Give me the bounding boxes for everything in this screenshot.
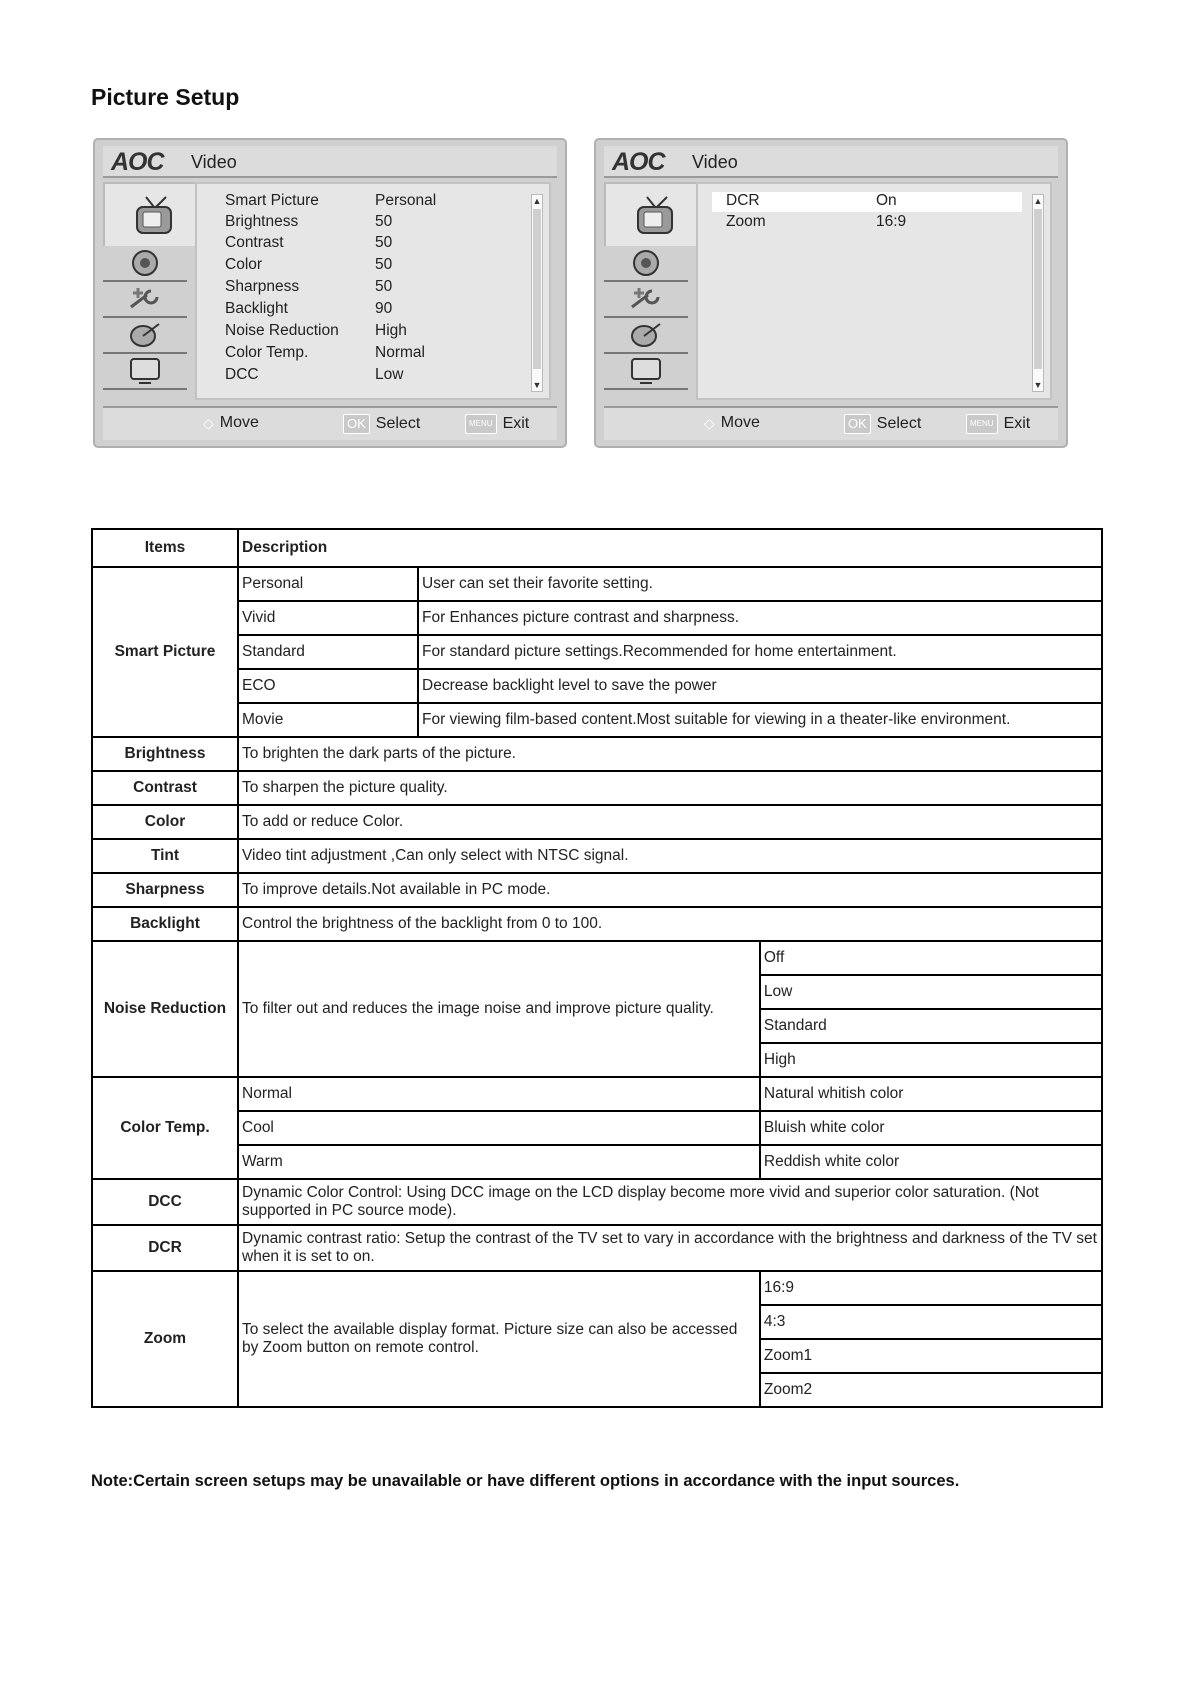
wrench-icon (125, 285, 165, 313)
item-color: Color (92, 805, 238, 839)
table-row (92, 601, 1102, 635)
osd-row-smart-picture[interactable]: Smart Picture Personal (225, 192, 437, 209)
tab-video[interactable] (103, 182, 203, 246)
osd-video-menu-left (93, 138, 567, 448)
footnote: Note:Certain screen setups may be unavailable or have different options in accordance with the input sources. (91, 1472, 960, 1490)
option-cell: 4:3 (760, 1305, 1102, 1339)
header-description: Description (238, 529, 1102, 567)
menu-key-icon: MENU (966, 414, 998, 434)
option-cell: Zoom2 (760, 1373, 1102, 1407)
item-noise-reduction: Noise Reduction (92, 941, 238, 1077)
footer-select: OK Select (343, 414, 420, 434)
osd-row-dcr[interactable]: DCR On (712, 192, 1022, 212)
aoc-logo: AOC (111, 148, 164, 176)
osd-menu-list (195, 182, 551, 400)
table-row (92, 737, 1102, 771)
item-contrast: Contrast (92, 771, 238, 805)
footer-exit: MENU Exit (465, 414, 529, 434)
mode-cell: Normal (238, 1077, 760, 1111)
mode-cell: Standard (238, 635, 418, 669)
tab-setup[interactable] (604, 282, 688, 318)
osd-title: Video (191, 152, 237, 172)
speaker-icon (128, 248, 162, 278)
speaker-icon (629, 248, 663, 278)
desc-cell: To filter out and reduces the image noise and improve picture quality. (238, 941, 760, 1077)
desc-cell: Natural whitish color (760, 1077, 1102, 1111)
tab-audio[interactable] (103, 246, 187, 282)
item-backlight: Backlight (92, 907, 238, 941)
mode-cell: ECO (238, 669, 418, 703)
item-color-temp: Color Temp. (92, 1077, 238, 1179)
tab-audio[interactable] (604, 246, 688, 282)
direction-pad-icon: ◇ (704, 414, 715, 431)
mode-cell: Warm (238, 1145, 760, 1179)
item-dcc: DCC (92, 1179, 238, 1225)
tab-channel[interactable] (604, 318, 688, 354)
mode-cell: Personal (238, 567, 418, 601)
desc-cell: For viewing film-based content.Most suitable for viewing in a theater-like environment. (418, 703, 1102, 737)
desc-cell: User can set their favorite setting. (418, 567, 1102, 601)
tab-video[interactable] (604, 182, 704, 246)
aoc-logo: AOC (612, 148, 665, 176)
table-header-row (92, 529, 1102, 567)
desc-cell: Control the brightness of the backlight from 0 to 100. (238, 907, 1102, 941)
option-cell: High (760, 1043, 1102, 1077)
scroll-thumb[interactable] (533, 209, 541, 369)
scroll-down-arrow-icon[interactable]: ▼ (1033, 380, 1043, 390)
item-sharpness: Sharpness (92, 873, 238, 907)
satellite-dish-icon (127, 320, 163, 350)
table-row (92, 635, 1102, 669)
table-row (92, 1179, 1102, 1225)
item-smart-picture: Smart Picture (92, 567, 238, 737)
mode-cell: Cool (238, 1111, 760, 1145)
menu-key-icon: MENU (465, 414, 497, 434)
header-items: Items (92, 529, 238, 567)
scroll-up-arrow-icon[interactable]: ▲ (532, 196, 542, 206)
monitor-icon (127, 356, 163, 386)
osd-row-color[interactable]: Color 50 (225, 256, 393, 273)
tv-icon (633, 193, 677, 237)
desc-cell: To brighten the dark parts of the picture. (238, 737, 1102, 771)
osd-video-menu-right (594, 138, 1068, 448)
tv-icon (132, 193, 176, 237)
mode-cell: Vivid (238, 601, 418, 635)
option-cell: Low (760, 975, 1102, 1009)
scrollbar[interactable] (531, 194, 543, 392)
footer-move: ◇ Move (704, 414, 760, 431)
osd-footer (604, 406, 1058, 440)
table-row (92, 669, 1102, 703)
tab-channel[interactable] (103, 318, 187, 354)
scroll-thumb[interactable] (1034, 209, 1042, 369)
tab-pc[interactable] (604, 354, 688, 390)
option-cell: Standard (760, 1009, 1102, 1043)
scrollbar[interactable] (1032, 194, 1044, 392)
ok-key-icon: OK (844, 414, 871, 434)
osd-header (103, 146, 557, 178)
table-row (92, 839, 1102, 873)
option-cell: Off (760, 941, 1102, 975)
table-row (92, 703, 1102, 737)
satellite-dish-icon (628, 320, 664, 350)
table-row (92, 907, 1102, 941)
table-row (92, 1077, 1102, 1111)
item-zoom: Zoom (92, 1271, 238, 1407)
table-row (92, 805, 1102, 839)
ok-key-icon: OK (343, 414, 370, 434)
osd-sidebar (103, 182, 187, 396)
footer-select: OK Select (844, 414, 921, 434)
osd-row-brightness[interactable]: Brightness 50 (225, 213, 393, 230)
page-title: Picture Setup (91, 84, 240, 110)
option-cell: 16:9 (760, 1271, 1102, 1305)
desc-cell: Dynamic contrast ratio: Setup the contrast of the TV set to vary in accordance with the brightness and darkness of the TV set when it is set to on. (238, 1225, 1102, 1271)
tab-pc[interactable] (103, 354, 187, 390)
osd-title: Video (692, 152, 738, 172)
osd-sidebar (604, 182, 688, 396)
scroll-down-arrow-icon[interactable]: ▼ (532, 380, 542, 390)
desc-cell: To select the available display format. Picture size can also be accessed by Zoom button on remote control. (238, 1271, 760, 1407)
desc-cell: Dynamic Color Control: Using DCC image on the LCD display become more vivid and superior color saturation. (Not supported in PC source mode). (238, 1179, 1102, 1225)
osd-header (604, 146, 1058, 178)
desc-cell: To add or reduce Color. (238, 805, 1102, 839)
footer-exit: MENU Exit (966, 414, 1030, 434)
direction-pad-icon: ◇ (203, 414, 214, 431)
item-dcr: DCR (92, 1225, 238, 1271)
table-row (92, 1111, 1102, 1145)
mode-cell: Movie (238, 703, 418, 737)
desc-cell: Bluish white color (760, 1111, 1102, 1145)
desc-cell: Reddish white color (760, 1145, 1102, 1179)
table-row (92, 567, 1102, 601)
osd-footer (103, 406, 557, 440)
item-brightness: Brightness (92, 737, 238, 771)
desc-cell: To improve details.Not available in PC mode. (238, 873, 1102, 907)
tab-setup[interactable] (103, 282, 187, 318)
table-row (92, 941, 1102, 975)
osd-row-sharpness[interactable]: Sharpness 50 (225, 278, 393, 295)
osd-row-dcc[interactable]: DCC Low (225, 366, 404, 383)
monitor-icon (628, 356, 664, 386)
table-row (92, 771, 1102, 805)
wrench-icon (626, 285, 666, 313)
scroll-up-arrow-icon[interactable]: ▲ (1033, 196, 1043, 206)
item-tint: Tint (92, 839, 238, 873)
desc-cell: To sharpen the picture quality. (238, 771, 1102, 805)
desc-cell: Video tint adjustment ,Can only select with NTSC signal. (238, 839, 1102, 873)
table-row (92, 1225, 1102, 1271)
osd-row-contrast[interactable]: Contrast 50 (225, 234, 393, 251)
osd-row-noise-reduction[interactable]: Noise Reduction High (225, 322, 407, 339)
osd-row-zoom[interactable]: Zoom 16:9 (726, 213, 907, 230)
picture-setup-table (91, 528, 1103, 1408)
footer-move: ◇ Move (203, 414, 259, 431)
osd-row-backlight[interactable]: Backlight 90 (225, 300, 393, 317)
table-row (92, 1145, 1102, 1179)
desc-cell: For Enhances picture contrast and sharpness. (418, 601, 1102, 635)
osd-row-color-temp[interactable]: Color Temp. Normal (225, 344, 425, 361)
option-cell: Zoom1 (760, 1339, 1102, 1373)
table-row (92, 1271, 1102, 1305)
table-row (92, 873, 1102, 907)
desc-cell: For standard picture settings.Recommended for home entertainment. (418, 635, 1102, 669)
desc-cell: Decrease backlight level to save the power (418, 669, 1102, 703)
osd-menu-list (696, 182, 1052, 400)
